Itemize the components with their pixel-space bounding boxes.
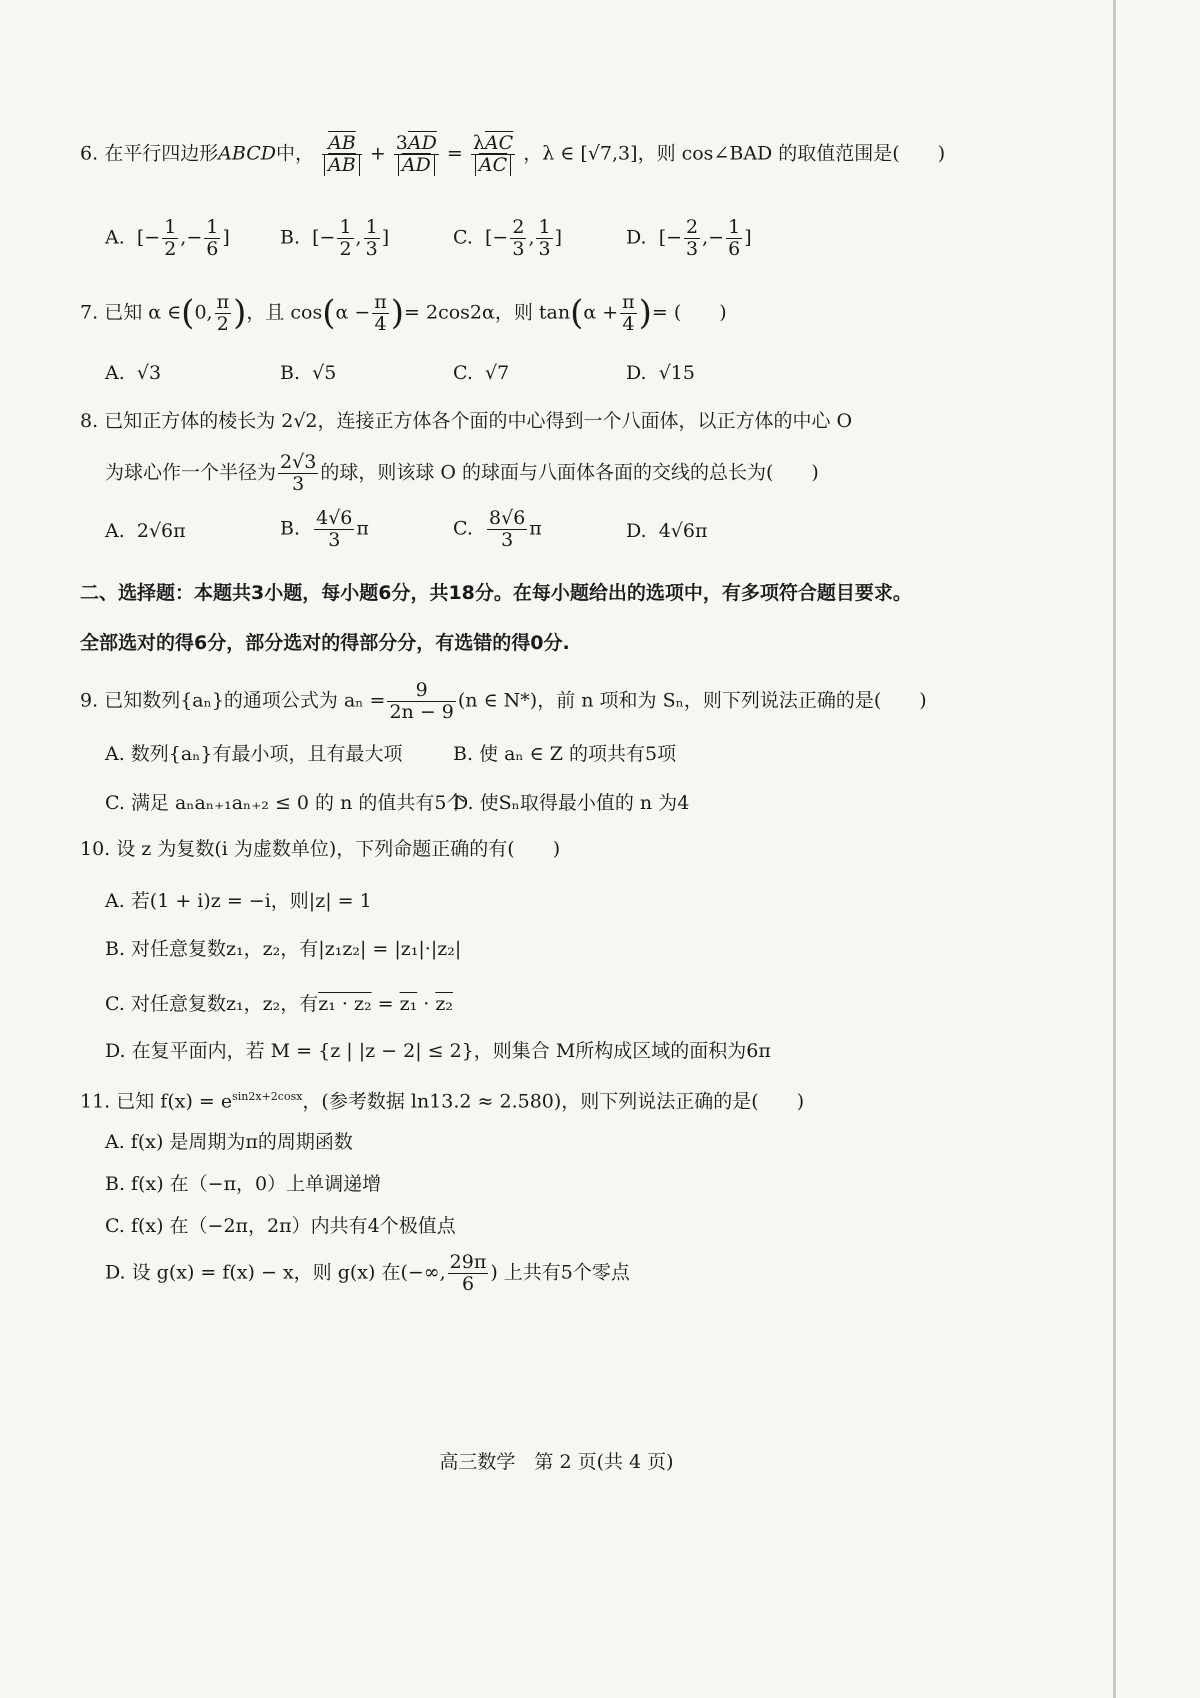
text-q7-c: = 2cos2α，则 tan [404,301,571,324]
text-q9-fd: 2n − 9 [389,700,454,723]
text-q6-a-pre: [− [136,226,161,249]
text-q8-l2a: 为球心作一个半径为 [105,461,277,484]
question-9 [80,680,927,723]
text-q6-c-mid: , [528,226,535,249]
q6-frac-ad [394,133,439,176]
text-q11-num: 11. [80,1090,111,1113]
q6-frac-ab [322,133,362,176]
text-q6-f2coef: 3 [395,132,408,154]
text-q9-b: (n ∈ N*)，前 n 项和为 Sₙ，则下列说法正确的是( ) [457,689,927,712]
math-part [471,155,515,176]
large-parenthesis: ( [322,292,336,333]
fraction-numerator [394,133,439,155]
text-q10-stem: 设 z 为复数(i 为虚数单位)，下列命题正确的有( ) [116,838,561,860]
text-q6-d-post: ] [744,226,752,249]
q6-option-c [453,217,562,260]
text-q8-a-label: A. [105,520,125,542]
q9-option-c: C. 满足 aₙaₙ₊₁aₙ₊₂ ≤ 0 的 n 的值共有5个 [105,792,466,814]
fraction [204,217,220,260]
text-q6-f3d: AC [478,153,508,176]
fraction [372,292,389,335]
text-q6-d-label: D. [626,226,647,249]
text-q7-d-label: D. [626,362,647,384]
text-q6-b-n1: 1 [339,216,352,238]
text-q6-a-d2: 6 [206,237,219,260]
fraction [510,217,526,260]
text-q8-b-d: 3 [328,528,341,551]
text-q6-a-d1: 2 [164,237,177,260]
text-q6-c-n1: 2 [512,216,525,238]
q6-option-a [105,217,230,260]
text-q7-i3d: 4 [622,312,635,335]
text-q6-d-n1: 2 [686,216,699,238]
fraction [726,217,742,260]
fraction-numerator [471,133,515,155]
text-q11-b: ，(参考数据 ln13.2 ≈ 2.580)，则下列说法正确的是( ) [302,1090,805,1113]
fraction [337,217,353,260]
q10-option-a: A. 若(1 + i)z = −i，则|z| = 1 [105,890,372,912]
q11-option-c: C. f(x) 在（−2π，2π）内共有4个极值点 [105,1215,456,1237]
fraction [314,508,354,551]
text-q7-b-val: √5 [312,362,337,384]
text-q7-c-label: C. [453,362,473,384]
text-q7-i1a: 0, [194,301,213,324]
q6-frac-ac [471,133,515,176]
text-q6-b-d2: 3 [365,237,378,260]
fraction [364,217,380,260]
text-q6-c-post: ] [554,226,562,249]
text-q7-i3n: π [622,291,635,313]
text-q6-a-post: ] [222,226,230,249]
text-q9-fn: 9 [387,680,455,702]
text-q6-c-n2: 1 [538,216,551,238]
large-parenthesis: ( [181,292,195,333]
text-q7-b-label: B. [280,362,301,384]
q11-option-d [105,1252,630,1295]
q8-radius-fraction [278,452,318,495]
section-2-heading: 二、选择题：本题共3小题，每小题6分，共18分。在每小题给出的选项中，有多项符合题目要求。 [80,582,912,604]
large-parenthesis: ) [233,292,247,333]
math-part [394,155,439,176]
fraction [487,508,527,551]
text-q6-f1d: AB [328,153,356,176]
text-q7-i2d: 4 [374,312,387,335]
q8-option-b [280,508,369,551]
math-part [322,155,362,176]
text-q10-c-eq: = [371,993,400,1015]
q8-option-c [453,508,542,551]
text-q8-l2b: 的球，则该球 O 的球面与八面体各面的交线的总长为( ) [320,461,819,484]
text-q6-d-n2: 1 [728,216,741,238]
q8-option-d [626,520,707,543]
text-q6-b-pre: [− [312,226,336,249]
absolute-value [475,154,511,176]
question-7 [80,292,727,335]
text-q10-c-lhs: z₁ · z₂ [318,993,372,1015]
text-q6-a-label: A. [105,226,125,249]
text-q8-d-label: D. [626,520,647,542]
absolute-value [398,154,435,176]
page-footer: 高三数学 第 2 页(共 4 页) [439,1451,674,1473]
q9-option-a: A. 数列{aₙ}有最小项，且有最大项 [105,743,403,765]
text-q6-f1n: $\overline{AB}$ [328,132,356,154]
text-q10-num: 10. [80,838,111,860]
fraction [448,1252,489,1295]
q9-fraction [387,680,455,723]
text-q7-a: 已知 α ∈ [104,301,182,324]
text-q7-d: = ( ) [651,301,727,324]
text-q6-b-label: B. [280,226,301,249]
q10-option-c [105,993,453,1016]
q6-option-d [626,217,752,260]
text-q8-b-n: 4√6 [316,507,353,529]
text-q6-f2d: AD [401,153,431,176]
text-q7-i2a: α − [335,301,371,324]
text-q11-d-a: D. 设 g(x) = f(x) − x，则 g(x) 在(−∞, [105,1261,446,1284]
text-q7-c-val: √7 [485,362,510,384]
text-q11-d-n: 29π [449,1251,487,1273]
text-q6-b-post: ] [381,226,390,249]
text-q8-rn: 2√3 [280,451,317,473]
text-q6-c-pre: [− [485,226,509,249]
large-parenthesis: ) [638,292,652,333]
text-q6-d-pre: [− [658,226,683,249]
text-q7-i2n: π [374,291,387,313]
fraction [536,217,552,260]
question-8-line-2 [105,452,819,495]
q9-option-b: B. 使 aₙ ∈ Z 的项共有5项 [453,743,677,765]
text-q8-rd: 3 [292,472,305,495]
absolute-value [324,154,360,176]
text-q9-num: 9. [80,689,99,712]
q6-option-b [280,217,389,260]
q7-option-d [626,362,695,385]
text-q6-eq: = [446,142,463,165]
text-q6-f3coef: λ [472,132,485,154]
q7-option-c [453,362,509,385]
text-q8-d-val: 4√6π [658,520,708,542]
text-q8-num: 8. [80,410,99,432]
q6-abcd: ABCD [218,142,277,165]
q6-number: 6. [80,142,99,165]
text-q10-c-r2: z₂ [435,993,453,1015]
fraction [620,292,637,335]
text-q6-a-n2: 1 [206,216,219,238]
text-q11-d-d: 6 [461,1272,475,1295]
text-q7-a-val: √3 [136,362,162,384]
question-6 [80,133,945,176]
text-q7-i1n: π [216,291,230,313]
q10-option-d: D. 在复平面内，若 M = {z | |z − 2| ≤ 2}，则集合 M所构成区域的面积为6π [105,1040,771,1062]
text-q8-c-label: C. [453,517,473,540]
text-q6-c-d2: 3 [538,237,551,260]
q11-option-b: B. f(x) 在（−π，0）上单调递增 [105,1173,382,1195]
text-q6-c-label: C. [453,226,473,249]
text-q7-num: 7. [80,301,99,324]
question-8 [80,410,852,433]
text-q10-c-dot: · [417,993,436,1015]
text-q8-a-val: 2√6π [136,520,186,542]
text-q7-a-label: A. [105,362,125,384]
q11-option-a: A. f(x) 是周期为π的周期函数 [105,1131,353,1153]
fraction-numerator [322,133,362,155]
text-q9-a: 已知数列{aₙ}的通项公式为 aₙ = [104,689,386,712]
text-q6-a-n1: 1 [164,216,177,238]
q11-exponent: sin2x+2cosx [232,1090,303,1103]
text-q11-d-b: ) 上共有5个零点 [490,1261,630,1284]
text-q6-d-d1: 3 [686,237,699,260]
q6-tail: ，则 cos∠BAD 的取值范围是( ) [637,142,946,165]
question-10 [80,838,560,861]
text-q7-d-val: √15 [658,362,695,384]
fraction [215,292,232,335]
q10-option-b: B. 对任意复数z₁，z₂，有|z₁z₂| = |z₁|·|z₂| [105,938,462,960]
question-11 [80,1090,804,1113]
q6-lead: 在平行四边形 [104,142,219,165]
text-q8-c-post: π [529,517,542,540]
text-q6-d-mid: ,− [702,226,725,249]
text-q6-d-d2: 6 [728,237,741,260]
large-parenthesis: ( [570,292,584,333]
page-edge-line [1113,0,1116,1698]
text-q7-i1d: 2 [216,312,229,335]
text-q7-i3a: α + [583,301,619,324]
text-q6-b-mid: , [355,226,362,249]
q6-lambda-range: ，λ ∈ [√7,3] [523,142,638,165]
q7-option-a [105,362,161,385]
text-q11-a: 已知 f(x) = e [116,1090,233,1113]
fraction [162,217,178,260]
text-q8-c-n: 8√6 [489,507,526,529]
text-q8-line1: 已知正方体的棱长为 2√2，连接正方体各个面的中心得到一个八面体，以正方体的中心 O [104,410,853,432]
text-q6-c-d1: 3 [512,237,525,260]
text-q10-c-r1: z₁ [399,993,418,1015]
large-parenthesis: ) [390,292,405,333]
text-q6-a-mid: ,− [180,226,203,249]
fraction [684,217,700,260]
text-q6-f2n: $\overline{AD}$ [407,132,437,154]
text-q6-b-n2: 1 [365,216,378,238]
q9-option-d: D. 使Sₙ取得最小值的 n 为4 [453,792,690,814]
text-q6-b-d1: 2 [339,237,352,260]
text-q8-b-post: π [356,517,369,540]
q8-option-a [105,520,186,543]
section-2-scoring: 全部选对的得6分，部分选对的得部分分，有选错的得0分. [80,632,570,654]
text-q10-c-pre: C. 对任意复数z₁，z₂，有 [105,993,319,1015]
q7-option-b [280,362,336,385]
text-q7-b: ，且 cos [246,301,323,324]
q6-zhong: 中， [276,142,315,165]
text-q6-f3n: $\overline{AC}$ [484,132,514,154]
text-q8-c-d: 3 [501,528,514,551]
text-q8-b-label: B. [280,517,301,540]
text-q6-plus: + [369,142,386,165]
